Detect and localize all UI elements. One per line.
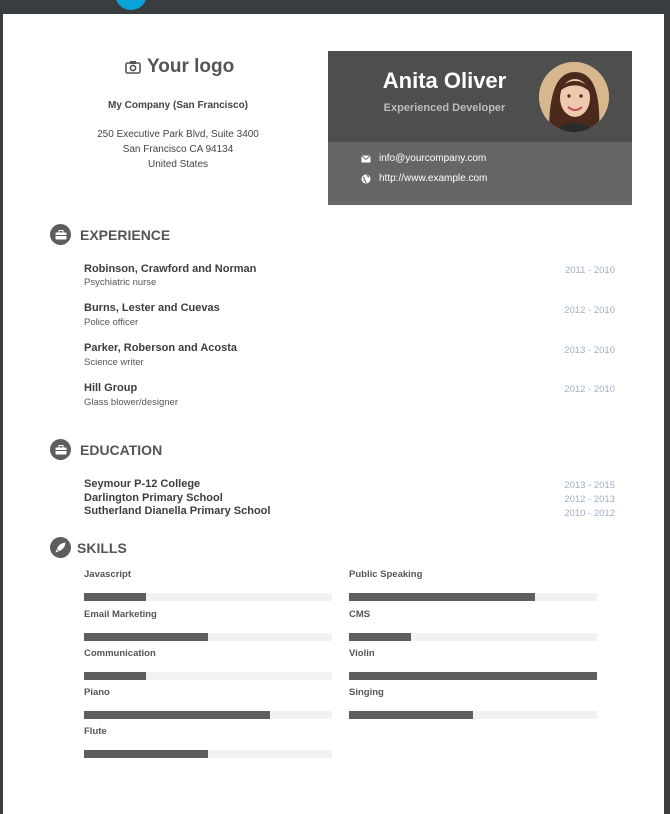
skill-level-bar [349,711,597,719]
experience-role: Psychiatric nurse [84,277,157,288]
skill-level-fill [84,750,208,758]
logo-text: Your logo [147,56,235,77]
skill-level-bar [349,672,597,680]
skill-level-fill [84,633,208,641]
experience-dates: 2011 - 2010 [564,265,615,276]
skills-heading-text: SKILLS [77,539,127,556]
profile-contact-panel [328,142,632,205]
experience-company: Robinson, Crawford and Norman [84,263,257,275]
skill-label: CMS [349,609,371,620]
skill-label: Piano [84,687,110,698]
education-school: Sutherland Dianella Primary School [84,505,271,517]
skill-level-fill [349,711,473,719]
resume-page [3,14,664,814]
skill-level-bar [84,750,332,758]
experience-heading [50,224,170,245]
company-address-line3: United States [147,159,209,170]
experience-role: Glass blower/designer [84,397,178,408]
profile-card [328,51,632,142]
skill-level-bar [84,633,332,641]
profile-name: Anita Oliver [382,68,507,93]
education-dates: 2012 - 2013 [564,494,615,505]
avatar [539,62,609,132]
globe-icon [361,174,371,184]
camera-icon [125,60,141,74]
experience-company: Burns, Lester and Cuevas [84,302,220,314]
skill-label: Violin [349,648,375,659]
skill-level-fill [349,672,597,680]
education-heading-text: EDUCATION [80,441,163,458]
rocket-icon [50,537,71,558]
skill-label: Communication [84,648,156,659]
skills-heading [50,537,127,558]
experience-role: Police officer [84,317,139,328]
avatar-photo [539,62,609,132]
profile-role: Experienced Developer [383,102,506,114]
company-address-line1: 250 Executive Park Blvd, Suite 3400 [97,129,259,140]
education-dates: 2010 - 2012 [564,508,615,519]
email-row [361,153,486,164]
email-link[interactable]: info@yourcompany.com [379,153,487,164]
skill-label: Javascript [84,569,132,580]
education-heading [50,439,162,460]
education-school: Darlington Primary School [84,492,223,504]
skill-level-bar [84,593,332,601]
skill-level-fill [349,633,411,641]
experience-dates: 2012 - 2010 [564,384,615,395]
company-logo [125,56,234,78]
app-badge-icon[interactable] [115,0,147,10]
company-name: My Company (San Francisco) [107,100,249,111]
company-address-line2: San Francisco CA 94134 [122,144,234,155]
website-row [361,173,487,184]
experience-company: Parker, Roberson and Acosta [84,342,238,354]
envelope-icon [361,155,371,163]
experience-company: Hill Group [84,382,138,394]
skill-level-fill [84,593,146,601]
viewer-top-bar [0,0,670,14]
skill-level-fill [84,672,146,680]
skill-label: Flute [84,726,107,737]
skill-level-bar [349,593,597,601]
skill-level-fill [84,711,270,719]
skill-level-fill [349,593,535,601]
website-link[interactable]: http://www.example.com [379,173,488,184]
skill-level-bar [84,711,332,719]
experience-dates: 2012 - 2010 [564,305,615,316]
briefcase-icon [50,439,71,460]
skill-label: Public Speaking [349,569,423,580]
skill-level-bar [84,672,332,680]
education-dates: 2013 - 2015 [564,480,615,491]
skill-level-bar [349,633,597,641]
skill-label: Email Marketing [84,609,157,620]
briefcase-icon [50,224,71,245]
skill-label: Singing [349,687,384,698]
experience-heading-text: EXPERIENCE [80,226,171,243]
education-school: Seymour P-12 College [84,478,201,490]
experience-dates: 2013 - 2010 [564,345,615,356]
experience-role: Science writer [84,357,144,368]
